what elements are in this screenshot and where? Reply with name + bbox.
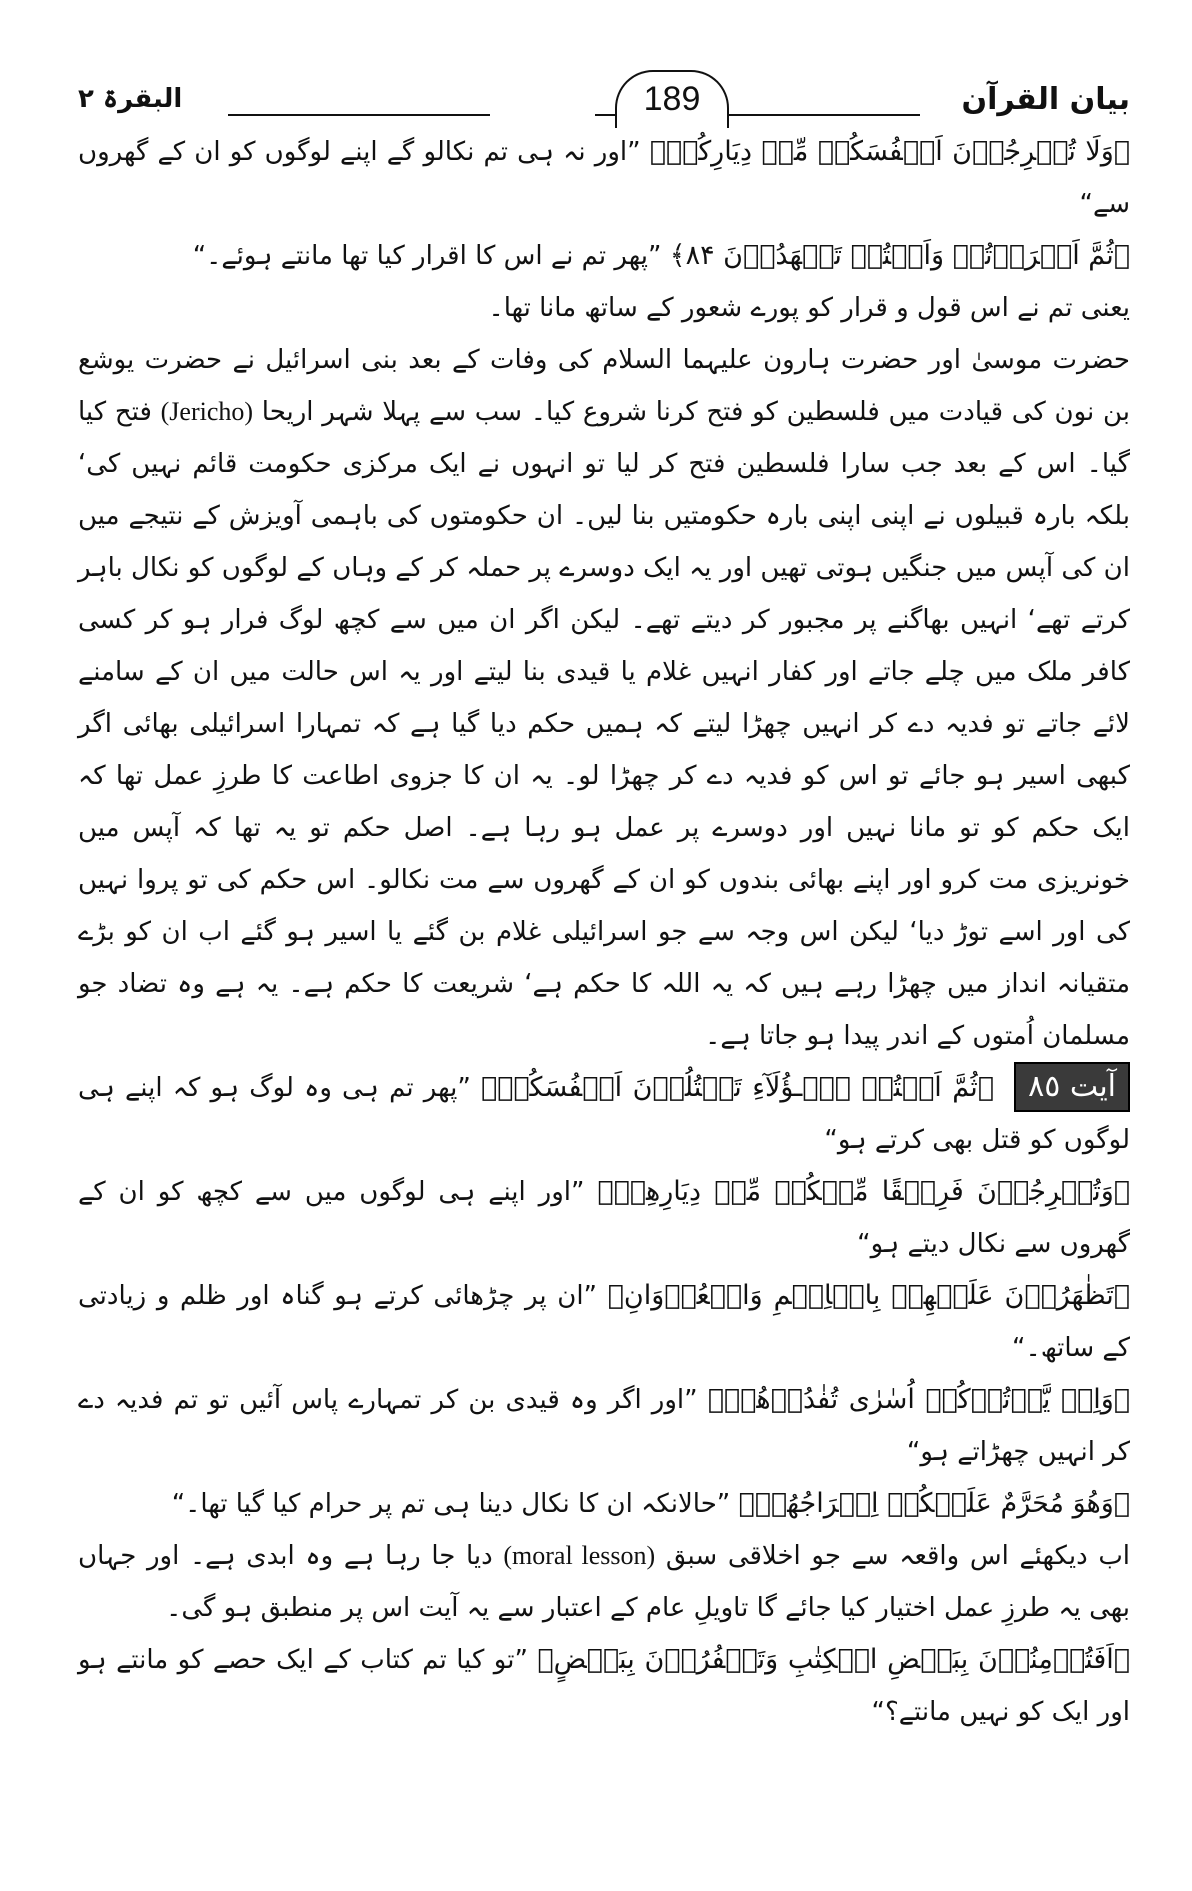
commentary-paragraph: [78, 1530, 1130, 1634]
header-rule-left: [228, 114, 490, 116]
commentary-text: فتح کیا گیا۔ اس کے بعد جب سارا فلسطین فتح کر لیا تو انہوں نے ایک مرکزی حکومت قائم نہیں کی‘ بلکہ بارہ قبیلوں نے اپنی اپنی بارہ حکومتیں بنا لیں۔ ان حکومتوں کی باہمی آویزش کے نتیجے میں ان کی آپس میں جنگیں ہوتی تھیں اور یہ ایک دوسرے پر حملہ کر کے وہاں کے لوگوں کو نکال باہر کرتے تھے‘ انہیں بھاگنے پر مجبور کر دیتے تھے۔ لیکن اگر ان میں سے کچھ لوگ فرار ہو کر کسی کافر ملک میں چلے جاتے اور کفار انہیں غلام یا قیدی بنا لیتے اور یہ اس حالت میں ان کے سامنے لائے جاتے تو فدیہ دے کر انہیں چھڑا لیتے کہ ہمیں حکم دیا گیا ہے کہ تمہارا اسرائیلی بھائی اگر کبھی اسیر ہو جائے تو اس کو فدیہ دے کر چھڑا لو۔ یہ ان کا جزوی اطاعت کا طرزِ عمل تھا کہ ایک حکم کو تو مانا نہیں اور دوسرے پر عمل ہو رہا ہے۔ اصل حکم تو یہ تھا کہ آپس میں خونریزی مت کرو اور اپنے بھائی بندوں کو ان کے گھروں سے مت نکالو۔ اس حکم کی تو پروا نہیں کی اور اسے توڑ دیا‘ لیکن اس وجہ سے جو اسرائیلی غلام بن گئے یا اسیر ہو گئے اب ان کو بڑے متقیانہ انداز میں چھڑا رہے ہیں کہ یہ اللہ کا حکم ہے‘ شریعت کا حکم ہے۔ یہ ہے وہ تضاد جو مسلمان اُمتوں کے اندر پیدا ہو جاتا ہے۔: [78, 397, 1130, 1051]
quran-text: ﴿تَظٰهَرُوۡنَ عَلَیۡهِمۡ بِالۡاِثۡمِ وَالۡعُدۡوَانِ﴾: [607, 1280, 1130, 1311]
quran-text: ﴿وَلَا تُخۡرِجُوۡنَ اَنۡفُسَکُمۡ مِّنۡ دِیَارِکُمۡ﴾: [649, 136, 1131, 167]
quran-text: ﴿ثُمَّ اَقۡرَرۡتُمۡ وَاَنۡتُمۡ تَشۡهَدُوۡنَ ۸۴﴾: [669, 240, 1130, 271]
surah-title: البقرۃ ٢: [78, 84, 183, 114]
translation-text: ”ان پر چڑھائی کرتے ہو گناہ اور ظلم و زیادتی کے ساتھ۔“: [78, 1281, 1130, 1363]
quran-text: ﴿اَفَتُؤۡمِنُوۡنَ بِبَعۡضِ الۡکِتٰبِ وَتَکۡفُرُوۡنَ بِبَعۡضٍ﴾: [537, 1644, 1131, 1675]
page-header: [78, 56, 1130, 120]
verse-number-label: آیت ٨٥: [1014, 1062, 1130, 1112]
verse-paragraph: [78, 1270, 1130, 1374]
commentary-text: دیا جا رہا ہے وہ ابدی ہے۔ اور جہاں بھی یہ طرزِ عمل اختیار کیا جائے گا تاویلِ عام کے اعتبار سے یہ آیت اس پر منطبق ہو گی۔: [78, 1541, 1130, 1623]
book-title: بیان القرآن: [961, 82, 1130, 117]
verse-paragraph: [78, 1374, 1130, 1478]
page-body: [78, 126, 1130, 1738]
quran-text: ﴿وَهُوَ مُحَرَّمٌ عَلَیۡکُمۡ اِخۡرَاجُهُمۡ﴾: [738, 1488, 1130, 1519]
commentary-paragraph: [78, 334, 1130, 1062]
translation-text: ”پھر تم نے اس کا اقرار کیا تھا مانتے ہوئے۔“: [192, 241, 662, 271]
translation-text: ”حالانکہ ان کا نکال دینا ہی تم پر حرام کیا گیا تھا۔“: [171, 1489, 731, 1519]
verse-paragraph: [78, 1166, 1130, 1270]
commentary-paragraph: یعنی تم نے اس قول و قرار کو پورے شعور کے ساتھ مانا تھا۔: [488, 293, 1130, 323]
translation-text: ”اور اپنے ہی لوگوں میں سے کچھ کو ان کے گھروں سے نکال دیتے ہو“: [78, 1177, 1130, 1259]
quran-text: ﴿ثُمَّ اَنۡتُمۡ هٰۤـؤُلَآءِ تَقۡتُلُوۡنَ اَنۡفُسَکُمۡ﴾: [480, 1072, 994, 1103]
latin-term: (Jericho): [160, 397, 254, 426]
verse-paragraph: [78, 1634, 1130, 1738]
commentary-text: اب دیکھئے اس واقعہ سے جو اخلاقی سبق: [665, 1541, 1131, 1571]
translation-text: ”اور اگر وہ قیدی بن کر تمہارے پاس آئیں تو تم فدیہ دے کر انہیں چھڑاتے ہو“: [78, 1385, 1130, 1467]
latin-term: (moral lesson): [503, 1541, 656, 1570]
header-rule-right: [738, 114, 920, 116]
translation-text: ”پھر تم ہی وہ لوگ ہو کہ اپنے ہی لوگوں کو قتل بھی کرتے ہو“: [78, 1073, 1130, 1155]
quran-text: ﴿وَاِنۡ یَّاۡتُوۡکُمۡ اُسٰرٰی تُفٰدُوۡهُمۡ﴾: [707, 1384, 1130, 1415]
verse-paragraph: [78, 1062, 1130, 1166]
translation-text: ”اور نہ ہی تم نکالو گے اپنے لوگوں کو ان کے گھروں سے“: [78, 137, 1130, 219]
verse-paragraph: [78, 126, 1130, 230]
translation-text: ”تو کیا تم کتاب کے ایک حصے کو مانتے ہو اور ایک کو نہیں مانتے؟“: [78, 1645, 1130, 1727]
verse-paragraph: [78, 230, 1130, 282]
commentary-text: حضرت موسیٰ اور حضرت ہارون علیہما السلام کی وفات کے بعد بنی اسرائیل نے حضرت یوشع بن نون کی قیادت میں فلسطین کو فتح کرنا شروع کیا۔ سب سے پہلا شہر اریحا: [78, 345, 1131, 427]
verse-paragraph: [78, 1478, 1130, 1530]
page-number: 189: [615, 70, 729, 128]
quran-text: ﴿وَتُخۡرِجُوۡنَ فَرِیۡقًا مِّنۡکُمۡ مِّنۡ دِیَارِهِمۡ﴾: [597, 1176, 1131, 1207]
